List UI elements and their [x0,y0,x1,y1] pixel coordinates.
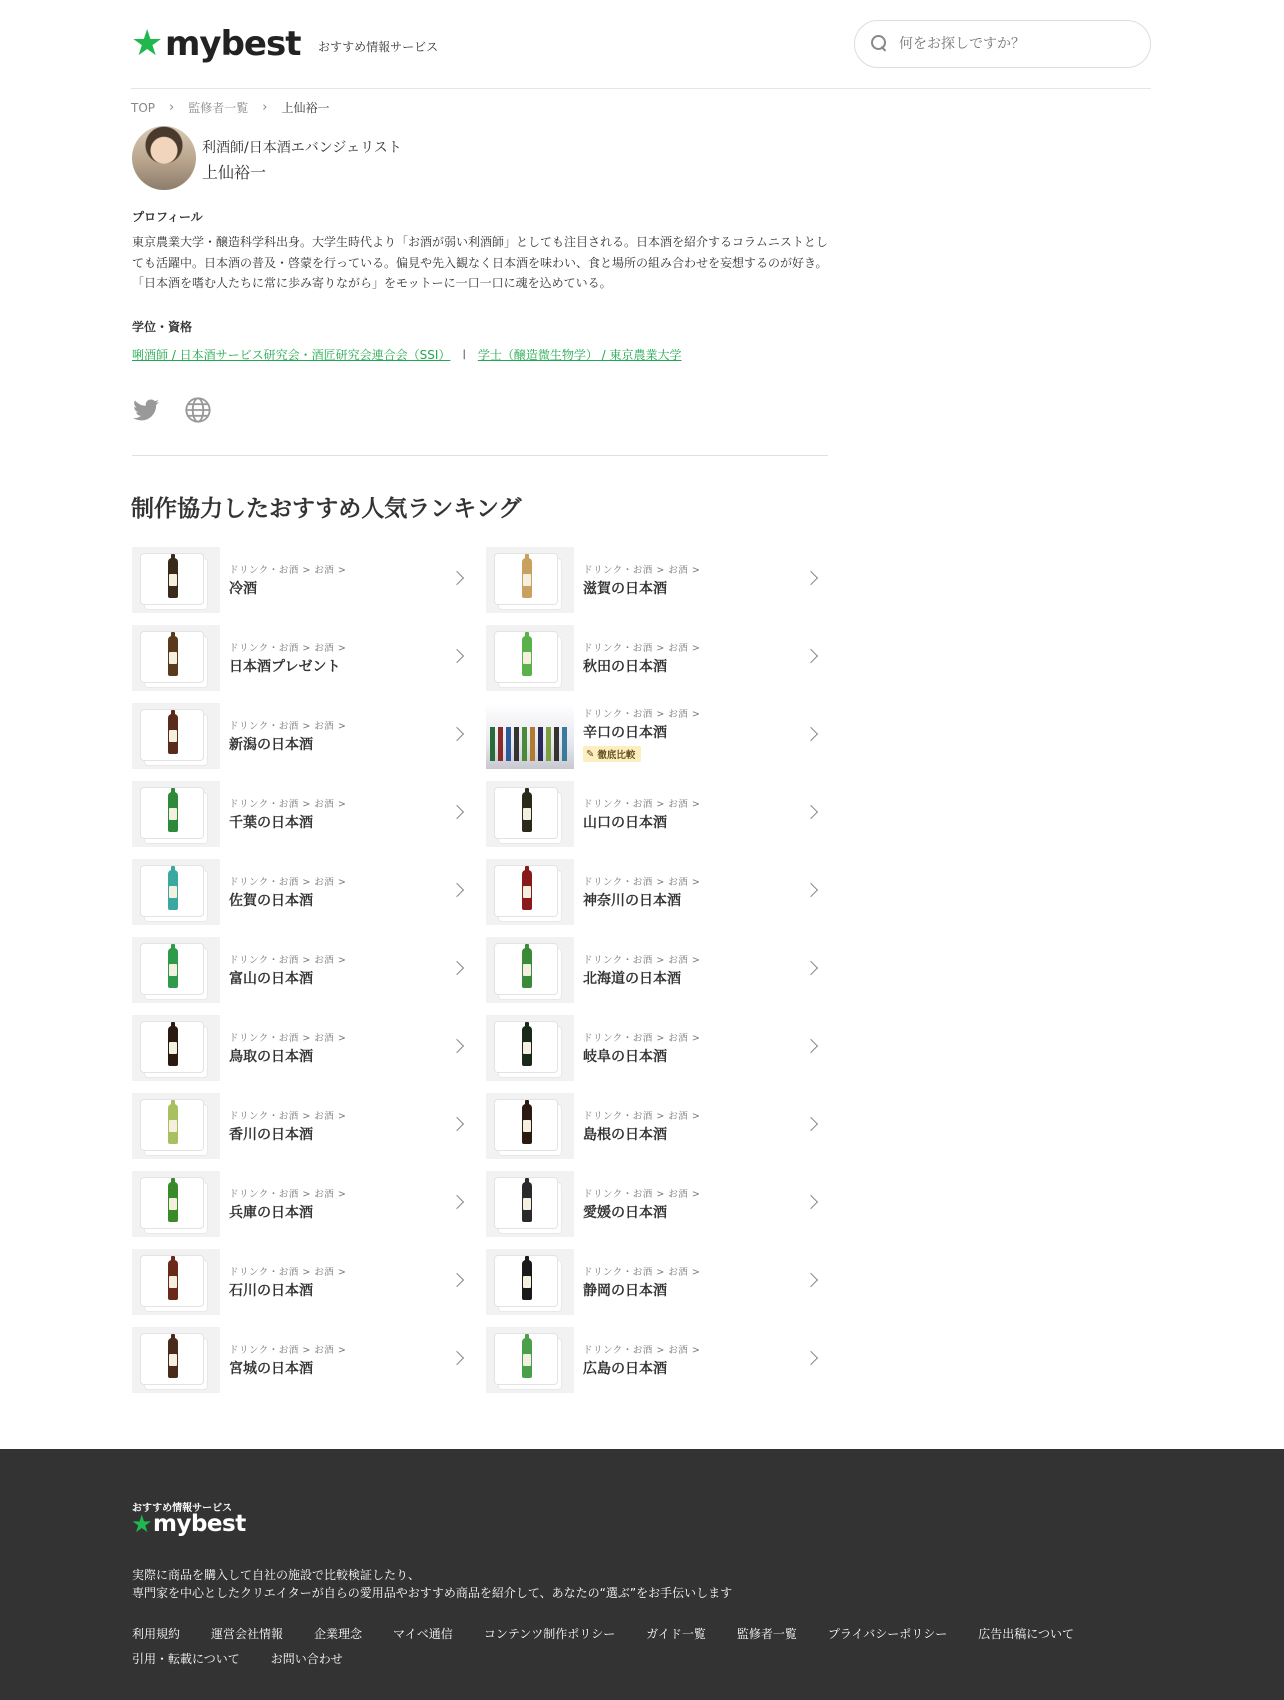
ranking-thumbnail [486,1249,574,1315]
footer-link[interactable]: 広告出稿について [978,1627,1075,1641]
footer-description-line: 専門家を中心としたクリエイターが自らの愛用品やおすすめ商品を紹介して、あなたの“選ぶ”をお手伝いします [132,1586,733,1600]
qualifications-list [132,346,682,363]
ranking-thumbnail [486,781,574,847]
sake-bottle-image [522,1260,532,1300]
ranking-category: ドリンク・お酒 > お酒 > [583,799,701,810]
ranking-thumbnail [132,1093,220,1159]
ranking-card-text [583,1264,824,1300]
ranking-title-text: 北海道の日本酒 [583,971,681,987]
ranking-title-text: 日本酒プレゼント [229,659,341,675]
ranking-card-text [583,796,824,832]
sake-bottle-image [168,948,178,988]
ranking-card[interactable] [132,1093,470,1159]
ranking-category: ドリンク・お酒 > お酒 > [229,1111,347,1122]
ranking-title-text: 冷酒 [229,581,257,597]
ranking-card[interactable] [486,1093,824,1159]
ranking-category: ドリンク・お酒 > お酒 > [229,955,347,966]
review-icon: ✎ [586,748,595,760]
ranking-title-text: 富山の日本酒 [229,971,313,987]
breadcrumb-item-top[interactable]: TOP [131,100,156,115]
ranking-title-text: 島根の日本酒 [583,1127,667,1143]
ranking-card[interactable] [486,781,824,847]
sake-bottle-image [168,792,178,832]
ranking-category: ドリンク・お酒 > お酒 > [229,1267,347,1278]
ranking-title: 制作協力したおすすめ人気ランキング [131,496,522,522]
ranking-card[interactable] [132,937,470,1003]
sake-bottle-image [168,558,178,598]
ranking-card-text [229,1186,470,1222]
breadcrumb [131,99,329,116]
ranking-category: ドリンク・お酒 > お酒 > [583,565,701,576]
site-logo[interactable] [131,24,300,64]
footer-link[interactable]: 企業理念 [314,1627,363,1641]
star-icon: ★ [131,23,164,64]
sake-bottle-image [168,1260,178,1300]
footer-link[interactable]: 運営会社情報 [211,1627,284,1641]
ranking-title-text: 秋田の日本酒 [583,659,667,675]
ranking-title-text: 香川の日本酒 [229,1127,313,1143]
ranking-card[interactable] [486,1171,824,1237]
ranking-card[interactable] [486,1015,824,1081]
ranking-card-text [583,1108,824,1144]
ranking-category: ドリンク・お酒 > お酒 > [583,708,701,720]
ranking-title-text: 山口の日本酒 [583,815,667,831]
ranking-card[interactable] [132,1327,470,1393]
site-footer [0,1449,1284,1700]
ranking-title-text: 神奈川の日本酒 [583,893,681,909]
footer-description-line: 実際に商品を購入して自社の施設で比較検証したり、 [132,1568,421,1582]
search-box[interactable] [854,20,1151,68]
social-links [132,396,212,424]
ranking-card-text [229,640,470,676]
sake-bottle-image [168,636,178,676]
ranking-thumbnail [132,1015,220,1081]
ranking-thumbnail [486,859,574,925]
ranking-category: ドリンク・お酒 > お酒 > [583,955,701,966]
footer-link[interactable]: 引用・転載について [132,1652,240,1666]
comparison-badge-label: 徹底比較 [597,750,636,762]
logo-text: mybest [165,24,301,64]
ranking-category: ドリンク・お酒 > お酒 > [583,1345,701,1356]
footer-logo[interactable] [131,1511,246,1537]
ranking-card-text [583,1186,824,1222]
breadcrumb-current: 上仙裕一 [281,101,330,115]
ranking-card[interactable] [486,1249,824,1315]
ranking-thumbnail [486,547,574,613]
ranking-card[interactable] [486,1327,824,1393]
ranking-thumbnail [486,1093,574,1159]
comparison-badge [583,746,641,762]
sake-bottle-image [522,792,532,832]
sake-bottle-image [168,1104,178,1144]
ranking-card-text [229,718,470,754]
search-icon [871,35,889,53]
ranking-title-text: 宮城の日本酒 [229,1361,313,1377]
globe-icon[interactable] [184,396,212,424]
ranking-card[interactable] [486,625,824,691]
footer-link[interactable]: 利用規約 [132,1627,181,1641]
footer-logo-text: mybest [153,1511,246,1537]
section-divider [132,455,828,456]
ranking-card-text [583,952,824,988]
ranking-thumbnail [132,1249,220,1315]
ranking-category: ドリンク・お酒 > お酒 > [229,799,347,810]
ranking-card[interactable] [132,859,470,925]
ranking-card-text [229,562,470,598]
profile-text: 東京農業大学・醸造科学科出身。大学生時代より「お酒が弱い利酒師」としても注目される。日本酒を紹介するコラムニストとしても活躍中。日本酒の普及・啓蒙を行っている。偏見や先入観なく日本酒を味わい、食と場所の組み合わせを妄想するのが好き。「日本酒を嗜む人たちに常に歩み寄りながら」をモットーに一口一口に魂を込めている。 [132,235,828,290]
ranking-card-text [583,562,824,598]
ranking-thumbnail [132,547,220,613]
ranking-card[interactable] [132,1249,470,1315]
sake-bottle-image [168,714,178,754]
ranking-card-text [583,640,824,676]
sake-bottle-image [522,1026,532,1066]
ranking-title-text: 鳥取の日本酒 [229,1049,313,1065]
ranking-card[interactable] [486,937,824,1003]
ranking-category: ドリンク・お酒 > お酒 > [583,1189,701,1200]
footer-links [132,1626,1132,1668]
sake-bottle-image [522,948,532,988]
ranking-card[interactable] [132,1171,470,1237]
ranking-title-text: 千葉の日本酒 [229,815,313,831]
sake-bottle-image [168,1026,178,1066]
ranking-grid [132,547,828,1393]
ranking-card[interactable] [486,703,824,769]
ranking-card[interactable] [132,547,470,613]
footer-link[interactable]: コンテンツ制作ポリシー [483,1627,616,1641]
ranking-thumbnail [132,937,220,1003]
ranking-card-text [583,1342,824,1378]
ranking-category: ドリンク・お酒 > お酒 > [229,1033,347,1044]
sake-bottle-image [522,558,532,598]
qualification-separator: | [462,349,466,360]
supervisor-role: 利酒師/日本酒エバンジェリスト [202,140,402,156]
footer-link[interactable]: 監修者一覧 [736,1627,797,1641]
ranking-card-text [229,952,470,988]
ranking-thumbnail [486,703,574,769]
ranking-card-text [583,874,824,910]
sake-bottle-image [522,1104,532,1144]
star-icon: ★ [131,1510,153,1538]
profile-heading: プロフィール [132,210,203,224]
ranking-thumbnail [486,1171,574,1237]
ranking-title-text: 兵庫の日本酒 [229,1205,313,1221]
ranking-category: ドリンク・お酒 > お酒 > [229,721,347,732]
ranking-card-text [583,1030,824,1066]
footer-link[interactable]: お問い合わせ [270,1652,343,1666]
ranking-category: ドリンク・お酒 > お酒 > [229,877,347,888]
ranking-title-text: 静岡の日本酒 [583,1283,667,1299]
ranking-card-text [229,1030,470,1066]
ranking-card-text [229,1342,470,1378]
site-tagline: おすすめ情報サービス [318,40,439,54]
chevron-right-icon: › [169,100,175,115]
ranking-card[interactable] [132,781,470,847]
search-input[interactable] [899,36,1129,52]
qualification-link[interactable]: 学士（醸造微生物学） / 東京農業大学 [477,348,682,362]
sake-bottle-image [522,636,532,676]
ranking-title-text: 滋賀の日本酒 [583,581,667,597]
breadcrumb-item-supervisors[interactable]: 監修者一覧 [188,101,249,115]
qualifications-heading: 学位・資格 [132,320,193,334]
footer-link[interactable]: プライバシーポリシー [827,1627,948,1641]
ranking-category: ドリンク・お酒 > お酒 > [583,1111,701,1122]
footer-tagline: おすすめ情報サービス [132,1503,233,1514]
sake-bottle-image [522,1338,532,1378]
ranking-category: ドリンク・お酒 > お酒 > [583,877,701,888]
ranking-card[interactable] [132,625,470,691]
ranking-category: ドリンク・お酒 > お酒 > [583,643,701,654]
ranking-card-text [229,874,470,910]
ranking-category: ドリンク・お酒 > お酒 > [583,1033,701,1044]
footer-link[interactable]: ガイド一覧 [646,1627,706,1641]
ranking-thumbnail [486,1015,574,1081]
ranking-category: ドリンク・お酒 > お酒 > [229,1345,347,1356]
ranking-card-text [229,1264,470,1300]
ranking-card-text [229,1108,470,1144]
footer-description [132,1566,732,1602]
ranking-card[interactable] [132,703,470,769]
sake-bottle-image [168,1338,178,1378]
ranking-thumbnail [486,937,574,1003]
supervisor-name: 上仙裕一 [202,163,267,182]
ranking-card-text [229,796,470,832]
ranking-thumbnail [132,781,220,847]
ranking-thumbnail [132,1171,220,1237]
ranking-title-text: 佐賀の日本酒 [229,893,313,909]
ranking-title-text: 広島の日本酒 [583,1361,667,1377]
chevron-right-icon: › [262,100,268,115]
ranking-card[interactable] [132,1015,470,1081]
footer-link[interactable]: マイベ通信 [393,1627,453,1641]
sake-bottles-image [490,727,570,761]
ranking-title-text: 辛口の日本酒 [583,724,667,741]
ranking-card[interactable] [486,547,824,613]
ranking-thumbnail [132,625,220,691]
site-header [131,0,1151,89]
sake-bottle-image [168,870,178,910]
sake-bottle-image [168,1182,178,1222]
ranking-thumbnail [486,625,574,691]
ranking-card[interactable] [486,859,824,925]
sake-bottle-image [522,1182,532,1222]
ranking-category: ドリンク・お酒 > お酒 > [229,1189,347,1200]
qualification-link[interactable]: 唎酒師 / 日本酒サービス研究会・酒匠研究会連合会（SSI） [132,348,451,362]
ranking-card-text [583,706,824,763]
ranking-thumbnail [132,859,220,925]
ranking-title-text: 愛媛の日本酒 [583,1205,667,1221]
avatar [132,126,196,190]
twitter-icon[interactable] [132,396,160,424]
ranking-title-text: 石川の日本酒 [229,1283,313,1299]
ranking-thumbnail [486,1327,574,1393]
ranking-category: ドリンク・お酒 > お酒 > [229,643,347,654]
ranking-thumbnail [132,1327,220,1393]
ranking-category: ドリンク・お酒 > お酒 > [229,565,347,576]
ranking-title-text: 岐阜の日本酒 [583,1049,667,1065]
ranking-title-text: 新潟の日本酒 [229,737,313,753]
ranking-category: ドリンク・お酒 > お酒 > [583,1267,701,1278]
sake-bottle-image [522,870,532,910]
ranking-thumbnail [132,703,220,769]
